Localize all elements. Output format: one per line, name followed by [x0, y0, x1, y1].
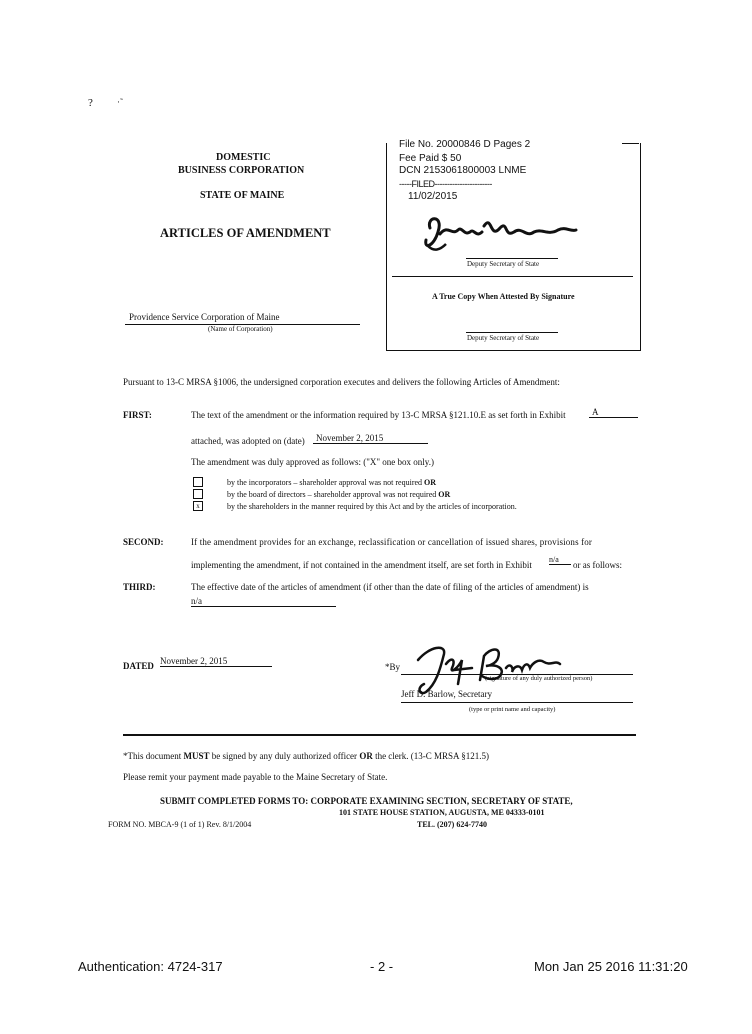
first-exhibit: A [589, 407, 638, 418]
true-copy-note: A True Copy When Attested By Signature [432, 292, 575, 301]
option-board: by the board of directors – shareholder approval was not required OR [227, 490, 451, 499]
deputy-label-1: Deputy Secretary of State [467, 260, 540, 268]
submit-line-2: 101 STATE HOUSE STATION, AUGUSTA, ME 04333-0101 [339, 808, 545, 817]
page-title: ARTICLES OF AMENDMENT [160, 226, 331, 240]
first-period: . [426, 436, 429, 446]
signature-label: (signature of any duly authorized person) [485, 675, 593, 682]
first-approved-text: The amendment was duly approved as follows: ("X" one box only.) [191, 457, 434, 467]
print-timestamp: Mon Jan 25 2016 11:31:20 [534, 959, 688, 974]
by-label: *By [385, 662, 401, 672]
option-incorporators: by the incorporators – shareholder approval was not required OR [227, 478, 437, 487]
checkbox-shareholders[interactable]: x [193, 501, 203, 511]
first-text: The text of the amendment or the information required by 13-C MRSA §121.10.E as set forth in Exhibit [191, 410, 566, 420]
filed-stamp: -----FILED----------------------- [399, 179, 492, 189]
deputy-signature-image [418, 210, 578, 260]
authentication-id: Authentication: 4724-317 [78, 959, 223, 974]
first-adopted-date: November 2, 2015 [313, 433, 428, 444]
third-text: The effective date of the articles of amendment (if other than the date of filing of the articles of amendment) is [191, 582, 589, 592]
dated-label: DATED [123, 661, 154, 671]
second-as-follows: or as follows: [573, 560, 622, 570]
second-text-2: implementing the amendment, if not contained in the amendment itself, are set forth in Exhibit [191, 560, 532, 570]
fee-paid: Fee Paid $ 50 [399, 153, 462, 164]
third-label: THIRD: [123, 582, 156, 592]
third-value: n/a [191, 596, 336, 607]
second-text: If the amendment provides for an exchange, reclassification or cancellation of issued shares, provisions for [191, 537, 593, 547]
second-exhibit: n/a [549, 555, 571, 565]
file-number: File No. 20000846 D Pages 2 [399, 139, 531, 150]
intro-text: Pursuant to 13-C MRSA §1006, the undersigned corporation executes and delivers the following Articles of Amendment: [123, 377, 560, 387]
option-shareholders: by the shareholders in the manner required by this Act and by the articles of incorporation. [227, 502, 517, 511]
footer-divider [123, 734, 636, 736]
dcn-number: DCN 2153061800003 LNME [399, 165, 527, 176]
signer-label: (type or print name and capacity) [469, 706, 556, 713]
stamp-divider [392, 276, 633, 277]
first-adopted-text: attached, was adopted on (date) [191, 436, 305, 446]
corp-name-label: (Name of Corporation) [208, 325, 273, 333]
submit-line-1: SUBMIT COMPLETED FORMS TO: CORPORATE EXAMINING SECTION, SECRETARY OF STATE, [160, 796, 573, 806]
remit-note: Please remit your payment made payable to the Maine Secretary of State. [123, 772, 388, 782]
deputy-line-2 [466, 332, 558, 333]
checkbox-board[interactable] [193, 489, 203, 499]
header-business-corporation: BUSINESS CORPORATION [178, 165, 305, 176]
form-number: FORM NO. MBCA-9 (1 of 1) Rev. 8/1/2004 [108, 820, 252, 829]
signer-name: Jeff D. Barlow, Secretary [401, 689, 492, 699]
signing-note: *This document MUST be signed by any duly authorized officer OR the clerk. (13-C MRSA §121.5) [123, 751, 490, 761]
dated-value: November 2, 2015 [160, 656, 272, 667]
header-domestic: DOMESTIC [216, 152, 271, 163]
header-state-of-maine: STATE OF MAINE [200, 190, 285, 201]
filed-date: 11/02/2015 [408, 191, 458, 202]
stray-mark: ? [88, 97, 93, 109]
corporation-name: Providence Service Corporation of Maine [129, 312, 280, 322]
telephone: TEL. (207) 624-7740 [417, 820, 487, 829]
first-label: FIRST: [123, 410, 152, 420]
stray-mark-2: ·˜ [117, 97, 123, 107]
stamp-corner [622, 143, 639, 144]
page-number: - 2 - [370, 959, 394, 974]
checkbox-incorporators[interactable] [193, 477, 203, 487]
signer-line [401, 702, 633, 703]
second-label: SECOND: [123, 537, 164, 547]
deputy-label-2: Deputy Secretary of State [467, 334, 540, 342]
deputy-line-1 [466, 258, 558, 259]
